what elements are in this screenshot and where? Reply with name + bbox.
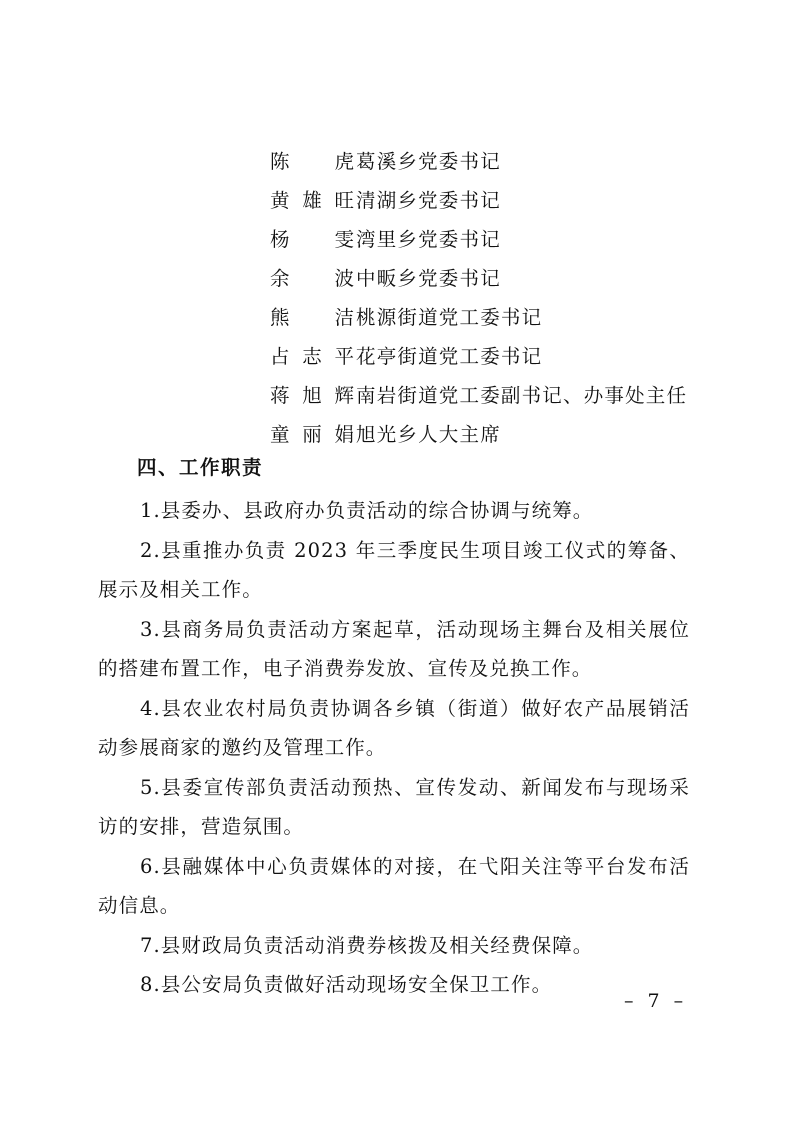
- member-role: 清湖乡党委书记: [356, 189, 501, 212]
- member-row: [270, 146, 730, 185]
- member-row: [270, 419, 730, 458]
- member-role: 湾里乡党委书记: [356, 228, 501, 251]
- member-role: 旭光乡人大主席: [356, 423, 501, 446]
- member-row: [270, 263, 730, 302]
- duty-paragraph: 6.县融媒体中心负责媒体的对接，在弋阳关注等平台发布活动信息。: [98, 854, 690, 917]
- duty-paragraph: 5.县委宣传部负责活动预热、宣传发动、新闻发布与现场采访的安排，营造氛围。: [98, 775, 690, 838]
- member-name: 童丽娟: [270, 423, 354, 446]
- member-name: 陈 虎: [270, 150, 354, 173]
- member-row: [270, 380, 730, 419]
- page-number: – 7 –: [624, 990, 688, 1012]
- member-list: [270, 146, 730, 458]
- duty-list: [98, 491, 690, 1005]
- member-row: [270, 185, 730, 224]
- member-row: [270, 302, 730, 341]
- member-role: 葛溪乡党委书记: [356, 150, 501, 173]
- duty-paragraph: 8.县公安局负责做好活动现场安全保卫工作。: [140, 973, 553, 996]
- member-role: 南岩街道党工委副书记、办事处主任: [356, 384, 688, 407]
- duty-paragraph: 2.县重推办负责 2023 年三季度民生项目竣工仪式的筹备、展示及相关工作。: [98, 538, 690, 601]
- duty-paragraph: 4.县农业农村局负责协调各乡镇（街道）做好农产品展销活动参展商家的邀约及管理工作。: [98, 696, 690, 759]
- member-role: 桃源街道党工委书记: [356, 306, 543, 329]
- duty-paragraph: 3.县商务局负责活动方案起草，活动现场主舞台及相关展位的搭建布置工作，电子消费券发放、宣传及兑换工作。: [98, 617, 690, 680]
- section-heading: 四、工作职责: [137, 456, 264, 479]
- duty-paragraph: 7.县财政局负责活动消费券核拨及相关经费保障。: [140, 933, 594, 957]
- member-row: [270, 341, 730, 380]
- member-name: 余 波: [270, 267, 354, 290]
- duty-paragraph: 1.县委办、县政府办负责活动的综合协调与统筹。: [140, 499, 594, 522]
- member-name: 黄雄旺: [270, 189, 354, 212]
- member-name: 占志平: [270, 345, 354, 368]
- member-role: 花亭街道党工委书记: [356, 345, 543, 368]
- member-row: [270, 224, 730, 263]
- member-name: 杨 雯: [270, 228, 354, 251]
- member-role: 中畈乡党委书记: [356, 267, 501, 290]
- member-name: 蒋旭辉: [270, 384, 354, 407]
- member-name: 熊 洁: [270, 306, 354, 329]
